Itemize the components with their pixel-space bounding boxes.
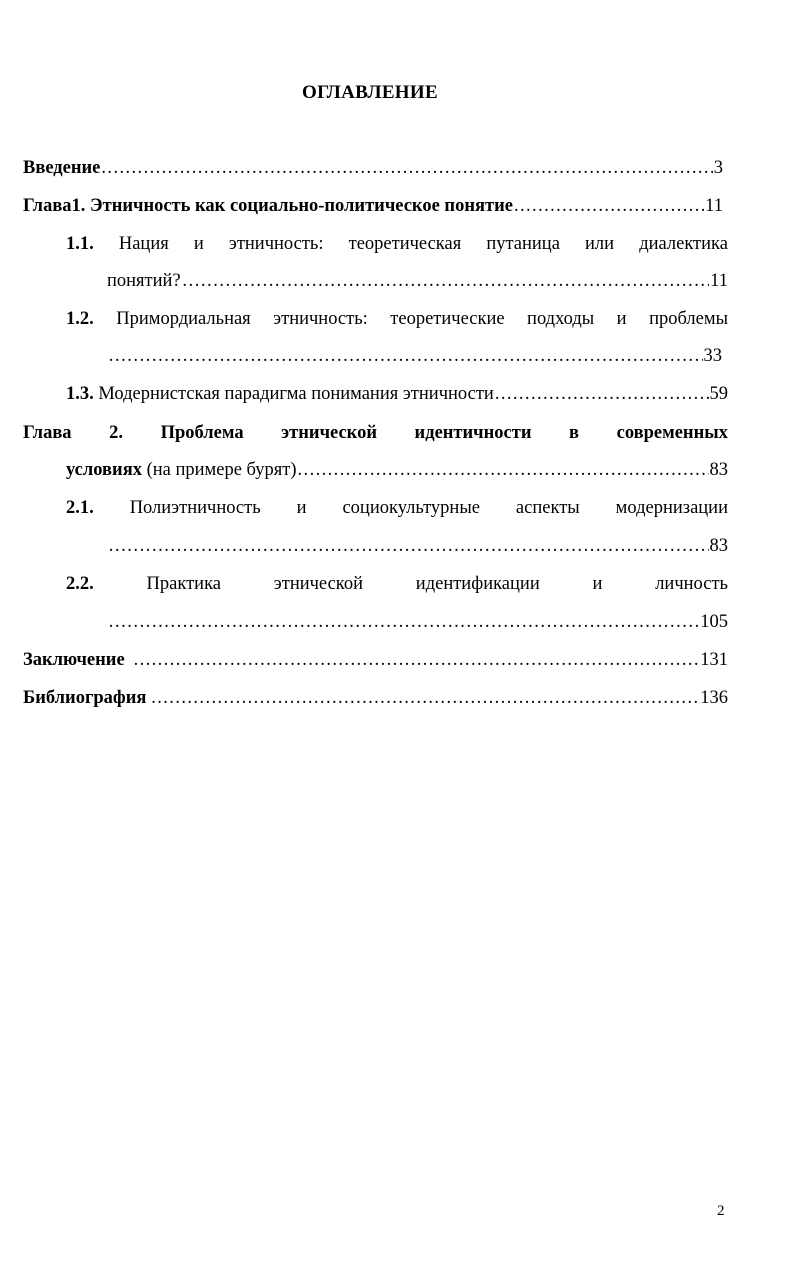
toc-entry-intro[interactable] <box>23 156 723 180</box>
toc-entry-section-1-2-cont[interactable] <box>107 344 722 368</box>
toc-word: Глава <box>23 423 72 443</box>
toc-word: Практика <box>146 574 222 594</box>
page-number: 2 <box>717 1203 725 1219</box>
toc-leader <box>108 610 699 634</box>
toc-word: теоретическая <box>348 234 462 254</box>
toc-page: 83 <box>709 460 728 480</box>
toc-entry-chapter-2-cont[interactable] <box>66 458 728 482</box>
toc-label: Глава1. Этничность как социально-политическое понятие <box>23 196 513 216</box>
toc-word: 2. <box>109 423 123 443</box>
toc-word: и <box>296 498 307 518</box>
toc-label-bold: условиях <box>66 460 142 480</box>
toc-word: этничность: <box>273 309 368 329</box>
toc-leader <box>134 648 700 672</box>
toc-label: Библиография <box>23 688 147 708</box>
toc-leader <box>108 344 703 368</box>
toc-page: 136 <box>700 688 728 708</box>
toc-entry-section-2-2-cont[interactable] <box>107 610 728 634</box>
toc-page: 105 <box>700 612 728 632</box>
toc-entry-conclusion[interactable] <box>23 648 728 672</box>
toc-section-number: 2.1. <box>66 498 94 518</box>
toc-word: этнической <box>281 423 377 443</box>
toc-leader <box>101 156 712 180</box>
toc-word: этничность: <box>228 234 324 254</box>
toc-word: и <box>193 234 204 254</box>
toc-entry-section-1-2[interactable] <box>66 307 728 331</box>
toc-word: и <box>616 309 627 329</box>
toc-entry-section-1-1-cont[interactable] <box>107 269 728 293</box>
page-title: ОГЛАВЛЕНИЕ <box>302 82 438 103</box>
toc-section-number: 1.1. <box>66 234 94 254</box>
toc-leader <box>108 534 709 558</box>
toc-word: этнической <box>273 574 364 594</box>
toc-entry-section-1-1[interactable] <box>66 232 728 256</box>
toc-page: 83 <box>709 536 728 556</box>
toc-word: проблемы <box>649 309 728 329</box>
toc-label: Введение <box>23 158 101 178</box>
toc-leader <box>495 382 709 406</box>
toc-word: путаница <box>486 234 560 254</box>
toc-word: в <box>569 423 580 443</box>
toc-word: Полиэтничность <box>129 498 261 518</box>
toc-word: личность <box>655 574 728 594</box>
toc-page: 11 <box>705 196 723 216</box>
toc-entry-section-2-1-cont[interactable] <box>107 534 728 558</box>
toc-word: социокультурные <box>342 498 480 518</box>
toc-word: аспекты <box>515 498 580 518</box>
toc-page: 11 <box>710 271 728 291</box>
toc-leader <box>151 686 699 710</box>
toc-entry-chapter-1[interactable] <box>23 194 723 218</box>
toc-entry-section-2-1[interactable] <box>66 496 728 520</box>
toc-word: подходы <box>527 309 595 329</box>
toc-word: модернизации <box>615 498 728 518</box>
toc-word: современных <box>616 423 728 443</box>
toc-page: 33 <box>703 346 722 366</box>
toc-word: идентификации <box>415 574 540 594</box>
toc-section-number: 1.3. <box>66 384 94 404</box>
toc-entry-section-1-3[interactable] <box>66 382 728 406</box>
toc-leader <box>514 194 704 218</box>
toc-word: теоретические <box>390 309 505 329</box>
toc-word: идентичности <box>414 423 532 443</box>
toc-word: Нация <box>118 234 169 254</box>
toc-entry-bibliography[interactable] <box>23 686 728 710</box>
toc-leader <box>298 458 709 482</box>
toc-word: или <box>585 234 615 254</box>
toc-entry-chapter-2[interactable] <box>23 421 728 445</box>
toc-label: понятий? <box>107 271 181 291</box>
toc-leader <box>182 269 710 293</box>
toc-page: 59 <box>709 384 728 404</box>
toc-word: Примордиальная <box>116 309 251 329</box>
toc-page: 131 <box>700 650 728 670</box>
toc-entry-section-2-2[interactable] <box>66 572 728 596</box>
toc-section-number: 2.2. <box>66 574 94 594</box>
toc-section-number: 1.2. <box>66 309 94 329</box>
toc-label: (на примере бурят) <box>141 460 297 480</box>
toc-page: 3 <box>713 158 723 178</box>
toc-word: Проблема <box>160 423 244 443</box>
toc-label: Модернистская парадигма понимания этничности <box>98 384 494 404</box>
toc-word: и <box>592 574 603 594</box>
toc-label: Заключение <box>23 650 125 670</box>
toc-word: диалектика <box>639 234 728 254</box>
